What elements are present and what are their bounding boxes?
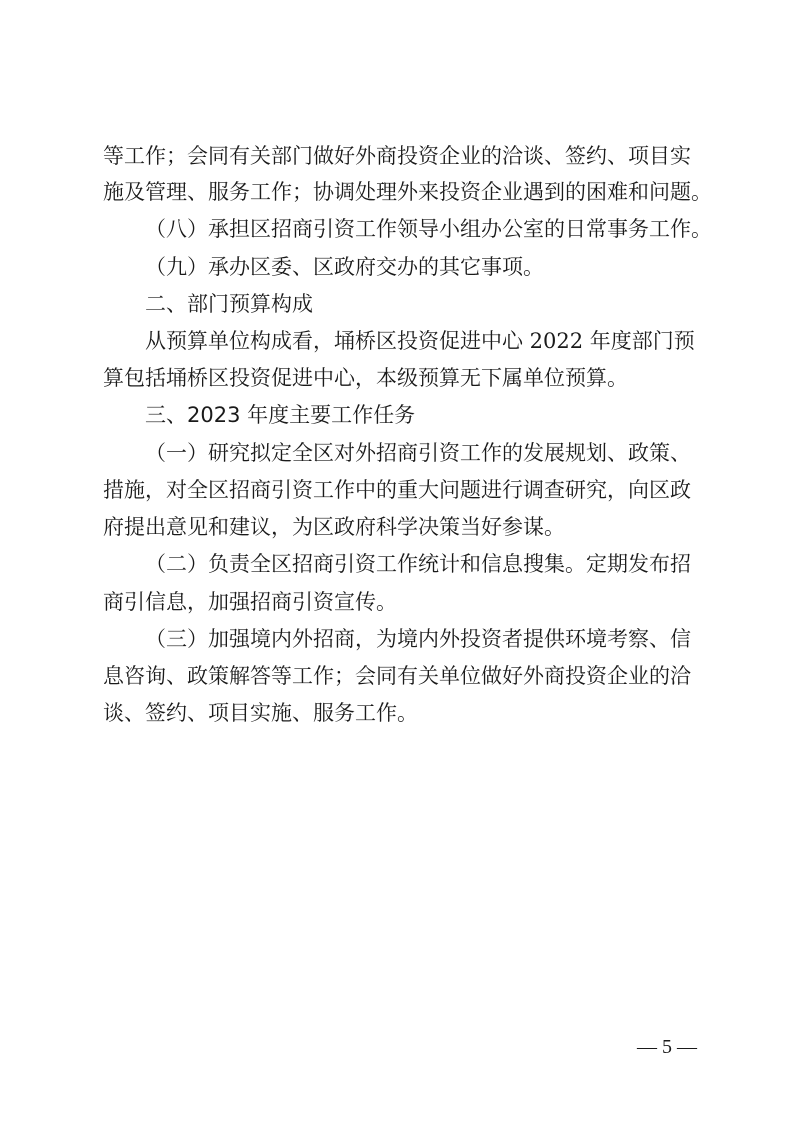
list-item-8: （八）承担区招商引资工作领导小组办公室的日常事务工作。 bbox=[145, 217, 712, 241]
list-item-3: （三）加强境内外招商，为境内外投资者提供环境考察、信 bbox=[145, 627, 691, 651]
section-heading-budget-composition: 二、部门预算构成 bbox=[145, 292, 313, 316]
section-heading-main-tasks: 三、2023 年度主要工作任务 bbox=[145, 403, 416, 427]
body-text-line: 措施，对全区招商引资工作中的重大问题进行调查研究，向区政 bbox=[103, 478, 691, 502]
body-text-line: 等工作；会同有关部门做好外商投资企业的洽谈、签约、项目实 bbox=[103, 144, 691, 168]
body-text-line: 算包括埇桥区投资促进中心，本级预算无下属单位预算。 bbox=[103, 366, 628, 390]
body-text-line: 施及管理、服务工作；协调处理外来投资企业遇到的困难和问题。 bbox=[103, 180, 712, 204]
body-text-line: 商引信息，加强招商引资宣传。 bbox=[103, 590, 397, 614]
list-item-1: （一）研究拟定全区对外招商引资工作的发展规划、政策、 bbox=[145, 441, 691, 465]
list-item-2: （二）负责全区招商引资工作统计和信息搜集。定期发布招 bbox=[145, 552, 691, 576]
body-text-line: 府提出意见和建议，为区政府科学决策当好参谋。 bbox=[103, 515, 565, 539]
body-text-line: 息咨询、政策解答等工作；会同有关单位做好外商投资企业的洽 bbox=[103, 664, 691, 688]
body-text-line: 谈、签约、项目实施、服务工作。 bbox=[103, 701, 418, 725]
body-text-line: 从预算单位构成看，埇桥区投资促进中心 2022 年度部门预 bbox=[145, 329, 695, 353]
list-item-9: （九）承办区委、区政府交办的其它事项。 bbox=[145, 255, 544, 279]
page-number: — 5 — bbox=[637, 1036, 697, 1058]
